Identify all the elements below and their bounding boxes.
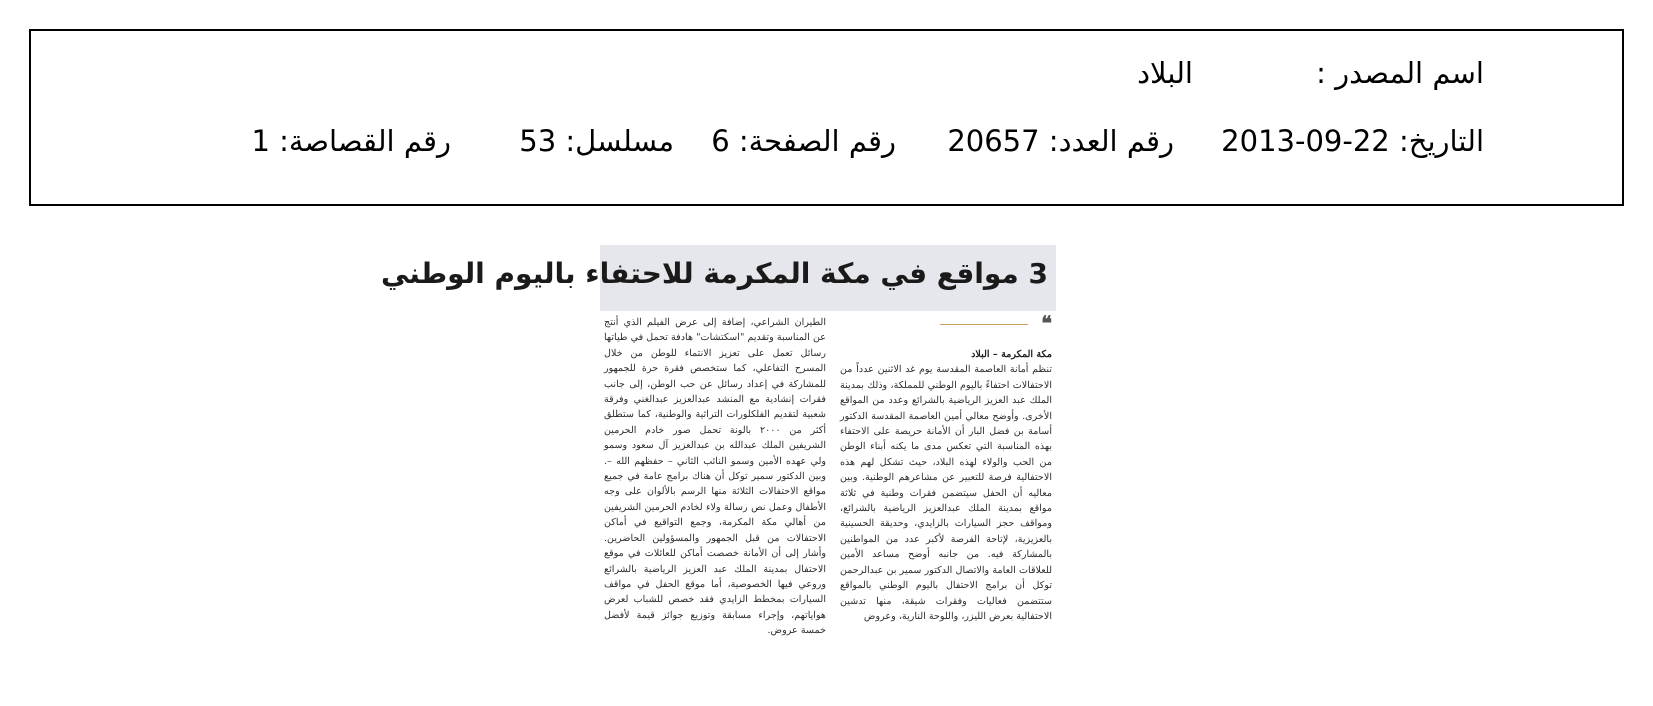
article-body-right: تنظم أمانة العاصمة المقدسة يوم غد الاثنين عدداً من الاحتفالات احتفاءً باليوم الوطني للمملكة، وذلك بمدينة الملك عبد العزيز الرياضية بالشرائع وعدد من المواقع الأخرى. وأوضح معالي أمين العاصمة المقدسة الدكتور أسامة بن فضل البار أن الأمانة حريصة على الاحتفاء بهذه المناسبة التي تعكس مدى ما يكنه أبناء الوطن من الحب والولاء لهذه البلاد، حيث تشكل لهم هذه الاحتفالية فرصة للتعبير عن مشاعرهم الوطنية. وبين معاليه أن الحفل سيتضمن فقرات وطنية في ثلاثة مواقع بمدينة الملك عبدالعزيز الرياضية بالشرائع، ومواقف حجز السيارات بالزايدي، وحديقة الحسينية بالعزيزية، لإتاحة الفرصة لأكبر عدد من المواطنين بالمشاركة فيه. من جانبه أوضح مساعد الأمين للعلاقات العامة والاتصال الدكتور سمير بن عبدالرحمن توكل أن برامج الاحتفال باليوم الوطني بالمواقع ستتضمن فعاليات وفقرات شيقة، منها تدشين الاحتفالية بعرض الليزر، واللوحة النارية، وعروض — [840, 364, 1052, 622]
metadata-box — [29, 29, 1624, 206]
article-column-right — [840, 347, 1052, 624]
date-field: التاريخ: 22-09-2013 — [1221, 124, 1484, 158]
article-dateline: مكة المكرمة – البلاد — [971, 349, 1052, 360]
article-headline: 3 مواقع في مكة المكرمة للاحتفاء باليوم الوطني — [380, 257, 1048, 290]
serial-number: مسلسل: 53 — [519, 124, 674, 158]
article-column-left — [604, 315, 826, 639]
quote-rule — [940, 324, 1028, 325]
newspaper-clipping — [380, 245, 1056, 706]
quote-mark-icon: ❝ — [1041, 311, 1052, 335]
source-value: البلاد — [1137, 56, 1193, 90]
article-body-left: الطيران الشراعي، إضافة إلى عرض الفيلم الذي أنتج عن المناسبة وتقديم "اسكتشات" هادفة تحمل في طياتها رسائل تعمل على تعزيز الانتماء للوطن من خلال المسرح التفاعلي، كما ستخصص فقرة حرة للجمهور للمشاركة في إعداد رسائل عن حب الوطن، إلى جانب فقرات إنشادية مع المنشد عبدالعزيز عبدالغني وفرقة شعبية لتقديم الفلكلورات التراثية والوطنية، كما ستطلق أكثر من ٢٠٠٠ بالونة تحمل صور خادم الحرمين الشريفين الملك عبدالله بن عبدالعزيز آل سعود وسمو ولي عهده الأمين وسمو النائب الثاني – حفظهم الله –. وبين الدكتور سمير توكل أن هناك برامج عامة في جميع مواقع الاحتفالات الثلاثة منها الرسم بالألوان على وجه الأطفال وعمل نص رسالة ولاء لخادم الحرمين الشريفين من أهالي مكة المكرمة، وجمع التواقيع في أماكن الاحتفالات من قبل الجمهور والمسؤولين الحاضرين. وأشار إلى أن الأمانة خصصت أماكن للعائلات في موقع الاحتفال بمدينة الملك عبد العزيز الرياضية بالشرائع وروعي فيها الخصوصية، أما موقع الحفل في مواقف السيارات بمخطط الزايدي فقد خصص للشباب لعرض هواياتهم، وإجراء مسابقة وتوزيع جوائز قيمة لأفضل خمسة عروض. — [604, 317, 826, 637]
quote-decoration — [940, 311, 1052, 335]
page-number: رقم الصفحة: 6 — [711, 124, 896, 158]
headline-bar — [380, 245, 1056, 311]
source-label: اسم المصدر : — [1316, 56, 1484, 90]
issue-number: رقم العدد: 20657 — [947, 124, 1174, 158]
clip-number: رقم القصاصة: 1 — [251, 124, 451, 158]
